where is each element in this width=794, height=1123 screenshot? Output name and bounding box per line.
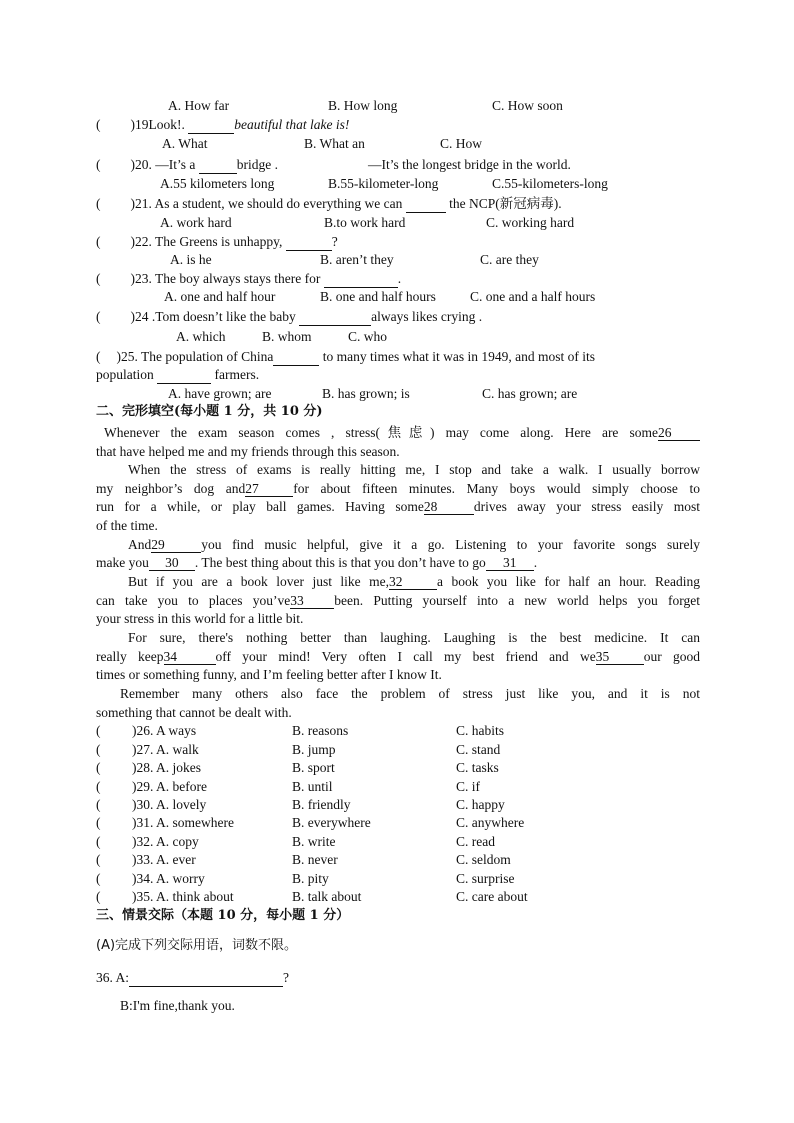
- option-c: C. if: [456, 779, 481, 794]
- option-a: A.55 kilometers long: [160, 176, 275, 191]
- section-3-heading: 三、情景交际（本题 10 分，每小题 1 分）: [96, 908, 350, 923]
- option-a: )33. A. ever: [132, 852, 196, 867]
- option-c: C. habits: [456, 723, 505, 738]
- answer-blank[interactable]: [157, 369, 211, 384]
- passage-text: .: [533, 555, 538, 570]
- blank-33[interactable]: 33: [290, 593, 334, 609]
- option-c: C. one and a half hours: [470, 289, 596, 304]
- option-c: C. How soon: [492, 98, 563, 113]
- dialogue-label: 36. A:: [96, 970, 130, 985]
- option-a: A. which: [176, 329, 226, 344]
- passage-text: for about fifteen minutes. Many boys would simply choose to: [293, 481, 700, 496]
- option-c: C. anywhere: [456, 815, 525, 830]
- option-a: A. one and half hour: [164, 289, 276, 304]
- blank-32[interactable]: 32: [389, 574, 437, 590]
- passage-line: something that cannot be dealt with.: [96, 705, 292, 720]
- option-a: )34. A. worry: [132, 871, 205, 886]
- answer-paren: (: [96, 349, 101, 364]
- option-c: C. tasks: [456, 760, 499, 775]
- question-text: to many times what it was in 1949, and most of its: [322, 349, 595, 364]
- mc-question-row: [96, 870, 700, 888]
- passage-text: our good: [643, 649, 700, 664]
- answer-blank[interactable]: [129, 972, 283, 987]
- option-b: B. until: [292, 779, 333, 794]
- option-c: C. stand: [456, 742, 501, 757]
- passage-text: run for a while, or play ball games. Having some: [96, 499, 424, 514]
- question-text: )19Look!.: [130, 117, 185, 132]
- answer-blank[interactable]: [299, 311, 371, 326]
- question-text: the NCP(新冠病毒).: [449, 196, 562, 211]
- question-text-italic: beautiful that lake is!: [234, 117, 350, 132]
- option-c: C. has grown; are: [482, 386, 578, 401]
- option-b: B. reasons: [292, 723, 349, 738]
- answer-blank[interactable]: [406, 198, 446, 213]
- blank-28[interactable]: 28: [424, 499, 474, 515]
- option-b: B. pity: [292, 871, 329, 886]
- answer-paren: (: [96, 234, 101, 249]
- option-b: B.to work hard: [324, 215, 406, 230]
- option-b: B. sport: [292, 760, 335, 775]
- section-3-instructions: (A)完成下列交际用语，词数不限。: [96, 938, 298, 953]
- passage-text: make you: [96, 555, 149, 570]
- question-text: always likes crying .: [371, 309, 483, 324]
- passage-line: that have helped me and my friends through this season.: [96, 444, 400, 459]
- option-c: C. are they: [480, 252, 539, 267]
- option-a: A. have grown; are: [168, 386, 272, 401]
- question-22: [96, 233, 700, 251]
- passage-text: But if you are a book lover just like me,: [128, 574, 389, 589]
- option-b: B. friendly: [292, 797, 351, 812]
- option-a: )29. A. before: [132, 779, 207, 794]
- question-text: )22. The Greens is unhappy,: [130, 234, 283, 249]
- question-text: )25. The population of China: [116, 349, 274, 364]
- question-36-b: B:I'm fine,thank you.: [120, 998, 235, 1013]
- answer-paren[interactable]: (: [96, 760, 101, 775]
- mc-question-row: [96, 722, 700, 740]
- blank-35[interactable]: 35: [596, 649, 644, 665]
- answer-paren[interactable]: (: [96, 852, 101, 867]
- question-25-cont: [96, 366, 700, 384]
- dialogue-text: ?: [283, 970, 290, 985]
- answer-paren: (: [96, 117, 101, 132]
- option-c: C. How: [440, 136, 483, 151]
- question-20: [96, 156, 700, 174]
- option-b: B. has grown; is: [322, 386, 410, 401]
- blank-30[interactable]: 30: [149, 555, 195, 571]
- answer-blank[interactable]: [286, 236, 332, 251]
- option-c: C. happy: [456, 797, 505, 812]
- option-c: C. care about: [456, 889, 528, 904]
- option-a: )31. A. somewhere: [132, 815, 234, 830]
- passage-line: your stress in this world for a little bit.: [96, 611, 304, 626]
- question-text: ?: [331, 234, 338, 249]
- answer-paren: (: [96, 271, 101, 286]
- section-2-heading: 二、完形填空(每小题 1 分，共 10 分): [96, 404, 323, 419]
- option-a: )27. A. walk: [132, 742, 199, 757]
- question-text: )23. The boy always stays there for: [130, 271, 321, 286]
- option-b: B. jump: [292, 742, 336, 757]
- question-19: [96, 116, 700, 134]
- answer-paren[interactable]: (: [96, 815, 101, 830]
- passage-line: of the time.: [96, 518, 158, 533]
- passage-line: Remember many others also face the problem of stress just like you, and it is not: [120, 686, 700, 701]
- question-25: [96, 348, 700, 366]
- answer-paren[interactable]: (: [96, 889, 101, 904]
- passage-text: off your mind! Very often I call my best friend and we: [215, 649, 596, 664]
- answer-paren: (: [96, 196, 101, 211]
- mc-question-row: [96, 833, 700, 851]
- option-b: B. talk about: [292, 889, 362, 904]
- option-a: )26. A ways: [132, 723, 197, 738]
- option-c: C. surprise: [456, 871, 515, 886]
- question-21: [96, 195, 700, 213]
- answer-blank[interactable]: [199, 159, 237, 174]
- option-b: B. whom: [262, 329, 312, 344]
- question-text: .: [397, 271, 402, 286]
- passage-text: Whenever the exam season comes , stress(焦虑) may come along. Here are some: [104, 425, 658, 440]
- passage-line: [96, 648, 700, 666]
- question-24: [96, 308, 700, 326]
- passage-line: When the stress of exams is really hitting me, I stop and take a walk. I usually borrow: [128, 462, 700, 477]
- blank-34[interactable]: 34: [164, 649, 216, 665]
- passage-text: can take you to places you’ve: [96, 593, 291, 608]
- option-b: B. What an: [304, 136, 365, 151]
- answer-paren[interactable]: (: [96, 834, 101, 849]
- mc-question-row: [96, 851, 700, 869]
- option-c: C. working hard: [486, 215, 575, 230]
- question-text: population: [96, 367, 154, 382]
- option-c: C. read: [456, 834, 495, 849]
- passage-text: been. Putting yourself into a new world helps you forget: [334, 593, 701, 608]
- option-b: B. How long: [328, 98, 398, 113]
- question-text: farmers.: [214, 367, 260, 382]
- option-a: )35. A. think about: [132, 889, 234, 904]
- question-23: [96, 270, 700, 288]
- option-a: A. What: [162, 136, 208, 151]
- mc-question-row: [96, 888, 700, 906]
- option-c: C.55-kilometers-long: [492, 176, 608, 191]
- option-b: B. aren’t they: [320, 252, 394, 267]
- passage-line: times or something funny, and I’m feeling better after I know It.: [96, 667, 442, 682]
- question-text: )20. —It’s a: [130, 157, 196, 172]
- passage-line: [96, 592, 700, 610]
- blank-29[interactable]: 29: [151, 537, 201, 553]
- passage-text: my neighbor’s dog and: [96, 481, 246, 496]
- mc-question-row: [96, 814, 700, 832]
- answer-blank[interactable]: [273, 351, 319, 366]
- answer-paren: (: [96, 309, 101, 324]
- question-text: )24 .Tom doesn’t like the baby: [130, 309, 296, 324]
- option-a: )28. A. jokes: [132, 760, 201, 775]
- option-a: A. How far: [168, 98, 230, 113]
- option-b: B. one and half hours: [320, 289, 436, 304]
- answer-paren[interactable]: (: [96, 742, 101, 757]
- option-b: B. everywhere: [292, 815, 371, 830]
- blank-31[interactable]: 31: [486, 555, 534, 571]
- passage-line: [96, 498, 700, 516]
- option-a: A. is he: [170, 252, 212, 267]
- answer-blank[interactable]: [188, 119, 234, 134]
- answer-paren[interactable]: (: [96, 723, 101, 738]
- answer-blank[interactable]: [324, 273, 398, 288]
- passage-text: And: [128, 537, 152, 552]
- mc-question-row: [96, 741, 700, 759]
- answer-paren: (: [96, 157, 101, 172]
- answer-paren[interactable]: (: [96, 797, 101, 812]
- passage-line: [96, 480, 700, 498]
- passage-text: drives away your stress easily most: [473, 499, 700, 514]
- option-c: C. seldom: [456, 852, 511, 867]
- option-b: B. never: [292, 852, 338, 867]
- option-a: )32. A. copy: [132, 834, 199, 849]
- option-b: B. write: [292, 834, 336, 849]
- passage-line: [128, 573, 700, 591]
- blank-27[interactable]: 27: [245, 481, 293, 497]
- question-text: bridge .: [236, 157, 278, 172]
- passage-text: you find music helpful, give it a go. Listening to your favorite songs surely: [201, 537, 700, 552]
- mc-question-row: [96, 759, 700, 777]
- mc-question-row: [96, 778, 700, 796]
- mc-question-row: [96, 796, 700, 814]
- response-text: —It’s the longest bridge in the world.: [368, 157, 571, 172]
- option-b: B.55-kilometer-long: [328, 176, 439, 191]
- question-text: )21. As a student, we should do everything we can: [130, 196, 403, 211]
- passage-text: really keep: [96, 649, 164, 664]
- passage-line: For sure, there's nothing better than laughing. Laughing is the best medicine. It can: [128, 630, 700, 645]
- option-c: C. who: [348, 329, 388, 344]
- passage-line: [128, 536, 700, 554]
- answer-paren[interactable]: (: [96, 871, 101, 886]
- answer-paren[interactable]: (: [96, 779, 101, 794]
- passage-line: [104, 424, 700, 442]
- passage-line: [96, 554, 700, 572]
- option-a: )30. A. lovely: [132, 797, 207, 812]
- passage-text: a book you like for half an hour. Reading: [436, 574, 700, 589]
- question-36-a: [96, 969, 700, 987]
- option-a: A. work hard: [160, 215, 232, 230]
- passage-text: . The best thing about this is that you don’t have to go: [194, 555, 486, 570]
- blank-26[interactable]: 26: [658, 425, 700, 441]
